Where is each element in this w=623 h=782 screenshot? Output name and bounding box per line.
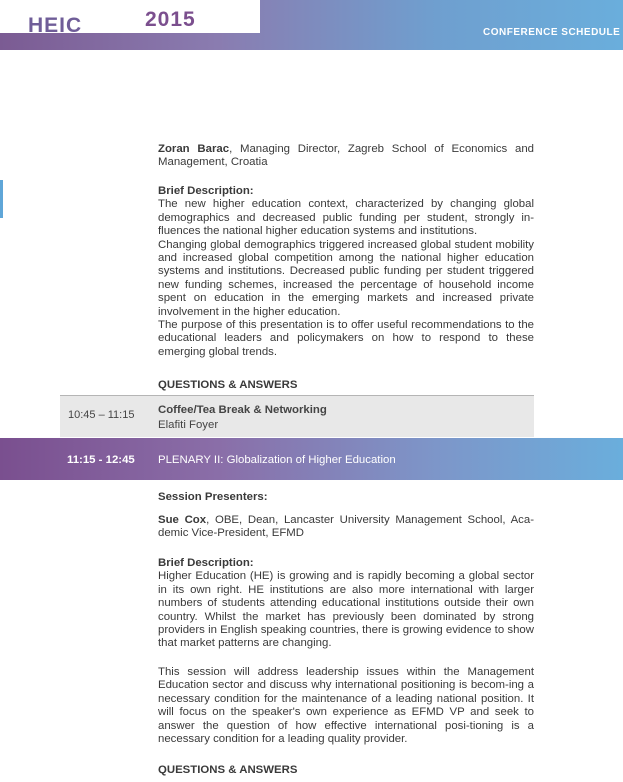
logo-area [0, 0, 260, 37]
break-row [60, 395, 534, 437]
session1-presenter [158, 143, 534, 170]
logo-heic: HEIC [28, 14, 83, 37]
break-title: Coffee/Tea Break & Networking [158, 404, 327, 416]
brief-paragraph-2: Changing global demographics triggered increased global student mobility and increased global competition among the national higher education systems and institutions. Decreased public funding per student triggered new funding schemes, increased the percentage of household income spent on education in the emerging markets and increased private involvement in the higher education. [158, 238, 534, 318]
session1-brief [158, 185, 534, 359]
presenter-name: Zoran Barac [158, 143, 230, 155]
side-accent-bar [0, 180, 3, 218]
header-title: CONFERENCE SCHEDULE [483, 27, 621, 38]
presenter-role: , OBE, Dean, Lancaster University Management School, Aca-demic Vice-President, EFMD [158, 514, 535, 540]
brief-heading: Brief Description: [158, 557, 254, 569]
presenter-role: , Managing Director, Zagreb School of Economics and Management, Croatia [158, 143, 534, 169]
brief-paragraph-1: The new higher education context, characterized by changing global demographics and decreased public funding per student, strongly in-fluences the national higher education systems and institutions. [158, 198, 534, 238]
brief-paragraph-2: This session will address leadership issues within the Management Education sector and discuss why international positioning is becom-ing a necessary condition for the maintenance of a leading national position. It will focus on the speaker's own experience as EFMD VP and seek to answer the question of how effective international posi-tioning is a necessary condition for a leading quality provider. [158, 666, 534, 746]
break-location: Elafiti Foyer [158, 419, 219, 431]
page-header [0, 0, 623, 50]
session2-brief-2 [158, 666, 534, 746]
brief-paragraph-1: Higher Education (HE) is growing and is rapidly becoming a global sector in its own right. HE institutions are also more international with larger numbers of students attending educational institutions outside their own country. Whilst the market has previously been dominated by strong providers in English speaking countries, there is growing evidence to show that market patterns are changing. [158, 570, 534, 650]
session2-presenters-heading: Session Presenters: [158, 491, 268, 503]
brief-paragraph-3: The purpose of this presentation is to offer useful recommendations to the educational leaders and policymakers on how to respond to these emerging global trends. [158, 319, 534, 358]
plenary-time: 11:15 - 12:45 [67, 454, 135, 466]
plenary-bar [0, 438, 623, 480]
plenary-title: PLENARY II: Globalization of Higher Education [158, 454, 396, 466]
session2-presenter [158, 514, 534, 541]
session1-qa: QUESTIONS & ANSWERS [158, 379, 298, 391]
brief-heading: Brief Description: [158, 185, 254, 197]
session2-brief [158, 557, 534, 651]
session2-qa: QUESTIONS & ANSWERS [158, 764, 298, 776]
break-time: 10:45 – 11:15 [68, 409, 135, 421]
presenter-name: Sue Cox [158, 514, 207, 526]
logo-year: 2015 [145, 8, 196, 31]
